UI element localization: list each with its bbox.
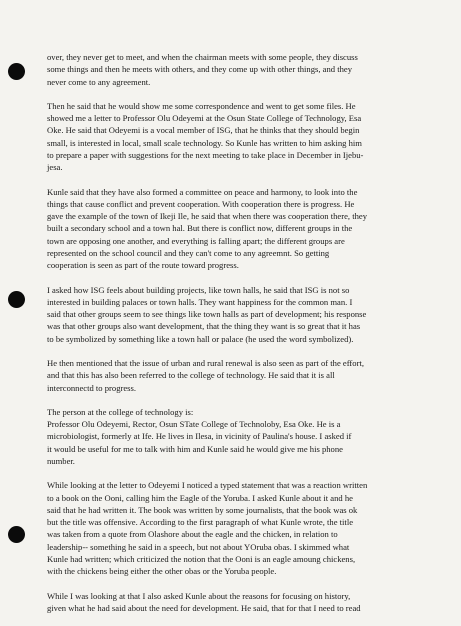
text-line: said that he had written it. The book was written by some journalists, that the book was ok	[47, 504, 358, 515]
paragraph	[47, 590, 427, 615]
text-line: was that other groups also want development, that the thing they want is so great that it has	[47, 321, 361, 332]
text-line: Kunle had written; which criticized the notion that the Ooni is an eagle amoung chickens,	[47, 553, 356, 564]
text-line: never come to any agreement.	[47, 76, 151, 87]
text-line: was taken from a quote from Olashore about the eagle and the chicken, in relation to	[47, 529, 338, 540]
text-line: gave the example of the town of Ikeji Ile, he said that when there was cooperation there, they	[47, 211, 367, 222]
text-line: showed me a letter to Professor Olu Odeyemi at the Osun State College of Technology, Esa	[47, 113, 362, 124]
text-line: things that cause conflict and prevent cooperation. With cooperation there is progress. He	[47, 198, 355, 209]
text-line: He then mentioned that the issue of urban and rural renewal is also seen as part of the effort,	[47, 358, 364, 368]
binder-hole-icon	[8, 526, 25, 543]
text-line: interconnectd to progress.	[47, 382, 137, 393]
text-line: number.	[47, 455, 75, 466]
text-line: to prepare a paper with suggestions for the next meeting to take place in December in Ijebu-	[47, 149, 364, 160]
text-line: over, they never get to meet, and when the chairman meets with some people, they discuss	[47, 52, 358, 62]
paragraph	[47, 186, 427, 272]
paragraph	[47, 51, 427, 88]
text-line: represented on the school council and they can't come to any agreemnt. So getting	[47, 247, 330, 258]
text-line: Oke. He said that Odeyemi is a vocal member of ISG, that he thinks that they should begin	[47, 125, 360, 136]
paragraph	[47, 284, 427, 345]
text-line: some things and then he meets with others, and they come up with other things, and they	[47, 64, 353, 75]
text-line: small, is interested in local, small scale technology. So Kunle has written to him asking him	[47, 137, 362, 148]
text-line: Kunle said that they have also formed a committee on peace and harmony, to look into the	[47, 186, 358, 197]
text-line: The person at the college of technology is:	[47, 406, 194, 417]
binder-hole-icon	[8, 291, 25, 308]
text-line: jesa.	[47, 162, 63, 173]
document-body	[47, 51, 427, 626]
text-line: interested in building palaces or town halls. They want happiness for the common man. I	[47, 296, 353, 307]
paragraph	[47, 406, 427, 467]
text-line: said that other groups seem to see things like town halls as part of development; his response	[47, 309, 367, 320]
binder-hole-icon	[8, 63, 25, 80]
text-line: to be symbolized by something like a town hall or palace (he used the word symbolized).	[47, 333, 354, 344]
text-line: microbiologist, formerly at Ife. He lives in Ilesa, in vicinity of Paulina's house. I asked if	[47, 431, 352, 442]
paragraph	[47, 479, 427, 577]
text-line: cooperation is seen as part of the route toward progress.	[47, 260, 239, 271]
paragraph	[47, 100, 427, 174]
paragraph	[47, 357, 427, 394]
text-line: and that this has also been referred to the college of technology. He said that it is all	[47, 370, 335, 381]
text-line: with the chickens being either the other obas or the Yoruba people.	[47, 566, 277, 577]
text-line: built a secondary school and a town hal. But there is conflict now, different groups in the	[47, 223, 353, 234]
text-line: While I was looking at that I also asked Kunle about the reasons for focusing on history,	[47, 590, 351, 601]
text-line: Professor Olu Odeyemi, Rector, Osun STate College of Technoloby, Esa Oke. He is a	[47, 419, 341, 430]
text-line: I asked how ISG feels about building projects, like town halls, he said that ISG is not so	[47, 284, 350, 295]
text-line: to a book on the Ooni, calling him the Eagle of the Yoruba. I asked Kunle about it and he	[47, 492, 353, 503]
text-line: it would be useful for me to talk with him and Kunle said he would give me his phone	[47, 443, 343, 454]
text-line: town are opposing one another, and everything is falling apart; the different groups are	[47, 235, 345, 246]
text-line: leadership-- something he said in a speech, but not about YOruba obas. I skimmed what	[47, 541, 350, 552]
text-line: While looking at the letter to Odeyemi I noticed a typed statement that was a reaction written	[47, 480, 368, 491]
text-line: Then he said that he would show me some correspondence and went to get some files. He	[47, 100, 356, 111]
text-line: but the title was offensive. According to the first paragraph of what Kunle wrote, the title	[47, 517, 354, 528]
text-line: given what he had said about the need for development. He said, that for that I need to read	[47, 602, 361, 613]
